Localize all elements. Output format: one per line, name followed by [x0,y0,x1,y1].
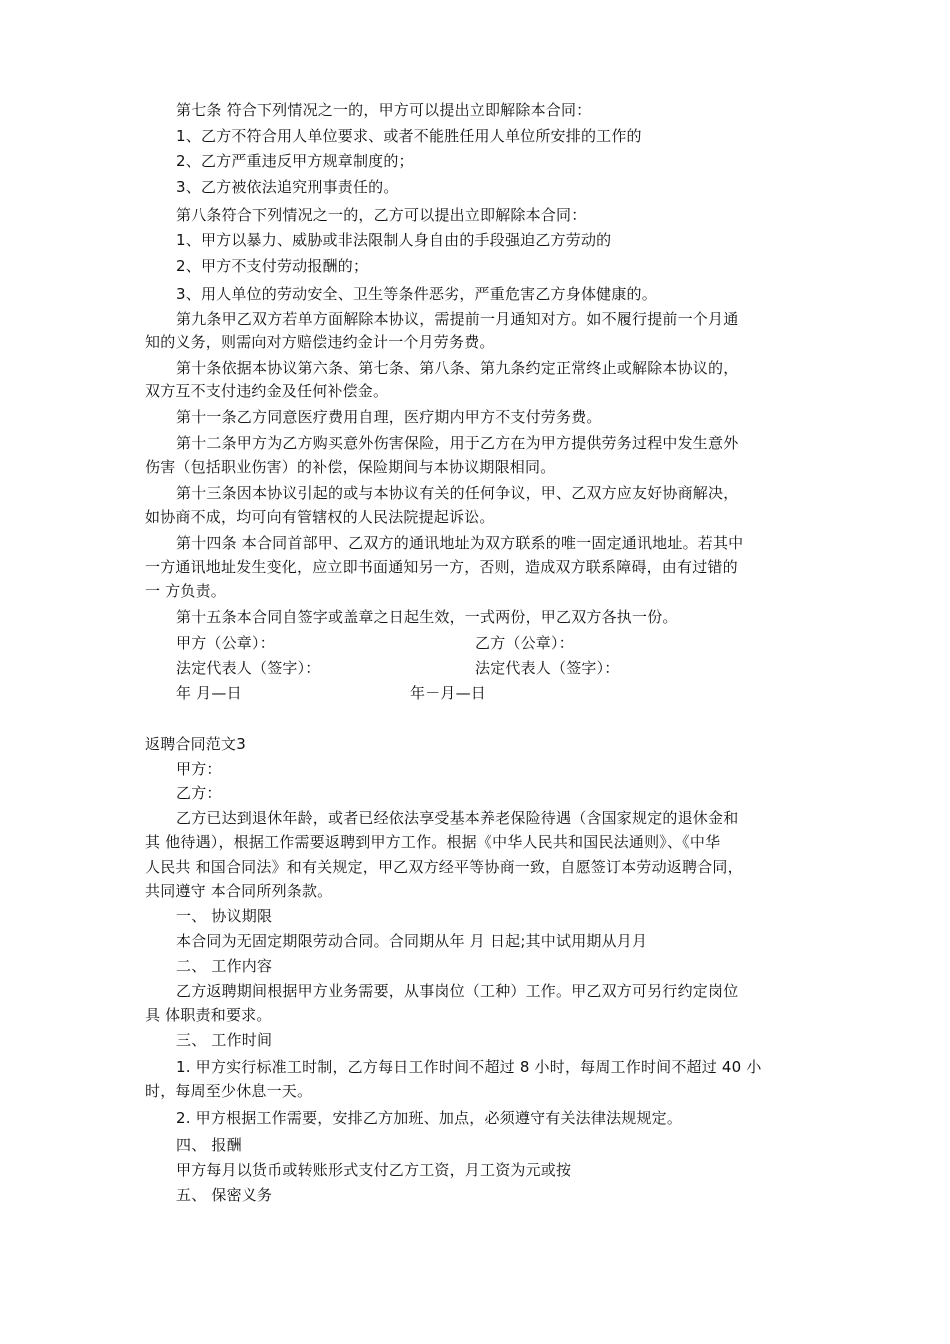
article-13-line-1: 第十三条因本协议引起的或与本协议有关的任何争议，甲、乙双方应友好协商解决， [176,484,739,502]
article-10-line-2: 双方互不支付违约金及任何补偿金。 [145,382,389,400]
signature-rep-a: 法定代表人（签字）： [176,659,321,677]
article-7-item-1: 1、乙方不符合用人单位要求、或者不能胜任用人单位所安排的工作的 [176,127,642,145]
article-7-item-3: 3、乙方被依法追究刑事责任的。 [176,178,399,196]
article-12-line-2: 伤害（包括职业伤害）的补偿，保险期间与本协议期限相同。 [145,458,556,476]
party-b-label: 乙方： [176,784,222,802]
article-14-line-2: 一方通讯地址发生变化，应立即书面通知另一方，否则，造成双方联系障碍，由有过错的 [145,558,738,576]
signature-rep-b: 法定代表人（签字）： [475,659,620,677]
article-11: 第十一条乙方同意医疗费用自理，医疗期内甲方不支付劳务费。 [176,408,602,426]
article-8-item-2: 2、甲方不支付劳动报酬的； [176,257,369,275]
intro-line-4: 共同遵守 本合同所列条款。 [145,882,333,900]
section-3-heading: 三、 工作时间 [176,1031,273,1049]
section-3-item-1-line-1: 1. 甲方实行标准工时制，乙方每日工作时间不超过 8 小时，每周工作时间不超过 40 小 [176,1058,762,1076]
intro-line-3: 人民共 和国合同法》和有关规定，甲乙双方经平等协商一致，自愿签订本劳动返聘合同， [145,858,743,876]
signature-party-a: 甲方（公章）： [176,634,275,652]
intro-line-1: 乙方已达到退休年龄，或者已经依法享受基本养老保险待遇（含国家规定的退休金和 [176,809,739,827]
section-2-body-line-1: 乙方返聘期间根据甲方业务需要，从事岗位（工种）工作。甲乙双方可另行约定岗位 [176,982,739,1000]
article-9-line-1: 第九条甲乙双方若单方面解除本协议，需提前一月通知对方。如不履行提前一个月通 [176,310,739,328]
article-7: 第七条 符合下列情况之一的，甲方可以提出立即解除本合同： [176,101,592,119]
article-13-line-2: 如协商不成，均可向有管辖权的人民法院提起诉讼。 [145,508,495,526]
section-2-heading: 二、 工作内容 [176,957,273,975]
section-title: 返聘合同范文3 [145,735,246,753]
section-1-body: 本合同为无固定期限劳动合同。合同期从年 月 日起;其中试用期从月月 [176,932,648,950]
signature-date-b: 年－月—日 [410,684,487,702]
article-15: 第十五条本合同自签字或盖章之日起生效，一式两份，甲乙双方各执一份。 [176,608,678,626]
section-3-item-1-line-2: 时，每周至少休息一天。 [145,1082,313,1100]
article-12-line-1: 第十二条甲方为乙方购买意外伤害保险，用于乙方在为甲方提供劳务过程中发生意外 [176,434,739,452]
article-8: 第八条符合下列情况之一的，乙方可以提出立即解除本合同： [176,206,587,224]
intro-line-2: 其 他待遇），根据工作需要返聘到甲方工作。根据《中华人民共和国民法通则》、《中华 [145,833,721,851]
article-14-line-3: 一 方负责。 [145,582,226,600]
article-14-line-1: 第十四条 本合同首部甲、乙双方的通讯地址为双方联系的唯一固定通讯地址。若其中 [176,534,744,552]
section-2-body-line-2: 具 体职责和要求。 [145,1006,272,1024]
party-a-label: 甲方： [176,760,222,778]
section-1-heading: 一、 协议期限 [176,907,273,925]
section-3-item-2: 2. 甲方根据工作需要，安排乙方加班、加点，必须遵守有关法律法规规定。 [176,1109,683,1127]
signature-party-b: 乙方（公章）： [475,634,574,652]
article-8-item-3: 3、用人单位的劳动安全、卫生等条件恶劣，严重危害乙方身体健康的。 [176,285,657,303]
signature-date-a: 年 月—日 [176,684,242,702]
section-4-body: 甲方每月以货币或转账形式支付乙方工资，月工资为元或按 [176,1161,572,1179]
article-9-line-2: 知的义务，则需向对方赔偿违约金计一个月劳务费。 [145,333,495,351]
article-7-item-2: 2、乙方严重违反甲方规章制度的； [176,152,414,170]
article-10-line-1: 第十条依据本协议第六条、第七条、第八条、第九条约定正常终止或解除本协议的， [176,359,739,377]
article-8-item-1: 1、甲方以暴力、威胁或非法限制人身自由的手段强迫乙方劳动的 [176,231,612,249]
section-5-heading: 五、 保密义务 [176,1186,273,1204]
section-4-heading: 四、 报酬 [176,1136,242,1154]
